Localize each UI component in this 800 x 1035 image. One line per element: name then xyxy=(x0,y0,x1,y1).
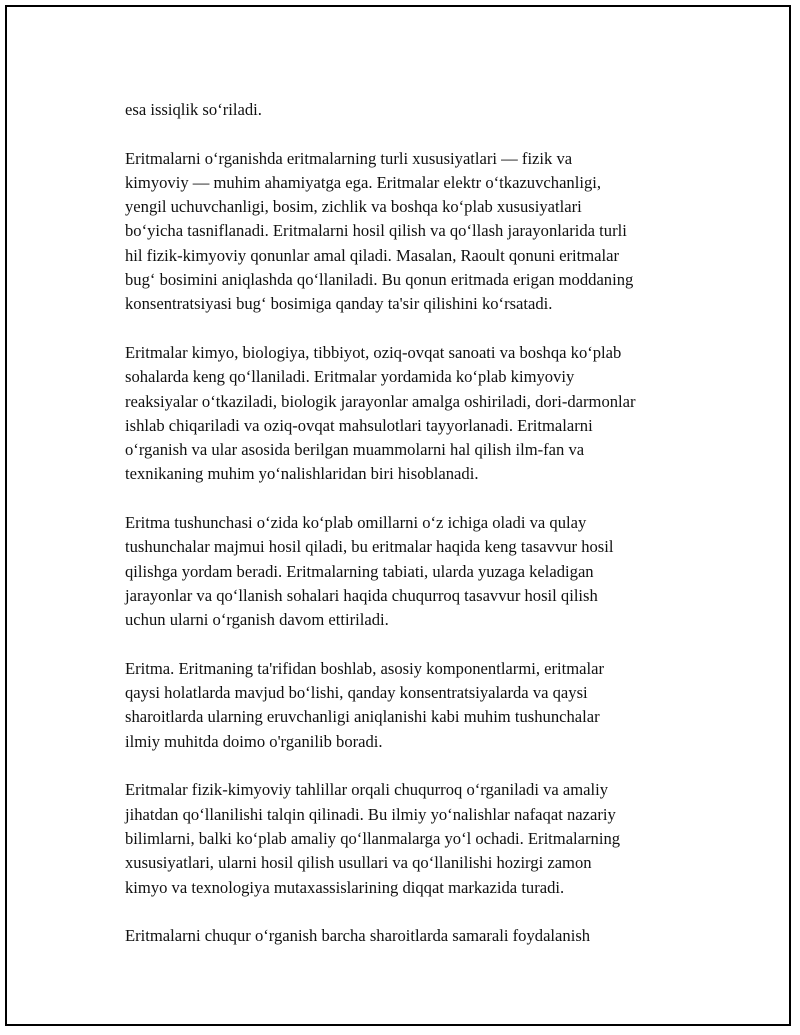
text-line: yengil uchuvchanligi, bosim, zichlik va boshqa ko‘plab xususiyatlari xyxy=(125,197,582,217)
document-body xyxy=(125,98,705,973)
text-line: bilimlarni, balki ko‘plab amaliy qo‘llanmalarga yo‘l ochadi. Eritmalarning xyxy=(125,828,621,848)
text-line: hil fizik-kimyoviy qonunlar amal qiladi. Masalan, Raoult qonuni eritmalar xyxy=(125,245,620,265)
text-line: bug‘ bosimini aniqlashda qo‘llaniladi. Bu qonun eritmada erigan moddaning xyxy=(125,270,634,290)
text-line: ilmiy muhitda doimo o'rganilib boradi. xyxy=(125,731,383,751)
text-line: jarayonlar va qo‘llanish sohalari haqida chuqurroq tasavvur hosil qilish xyxy=(125,585,598,605)
text-line: kimyoviy — muhim ahamiyatga ega. Eritmalar elektr o‘tkazuvchanligi, xyxy=(125,172,602,192)
text-line: konsentratsiyasi bug‘ bosimiga qanday ta'sir qilishini ko‘rsatadi. xyxy=(125,294,553,314)
paragraph-3 xyxy=(125,341,705,487)
text-line: Eritma tushunchasi o‘zida ko‘plab omillarni o‘z ichiga oladi va qulay xyxy=(125,513,587,533)
text-line: uchun ularni o‘rganish davom ettiriladi. xyxy=(125,610,389,630)
text-line: qaysi holatlarda mavjud bo‘lishi, qanday konsentratsiyalarda va qaysi xyxy=(125,683,588,703)
text-line: sohalarda keng qo‘llaniladi. Eritmalar yordamida ko‘plab kimyoviy xyxy=(125,367,575,387)
text-line: esa issiqlik so‘riladi. xyxy=(125,100,262,119)
paragraph-7 xyxy=(125,924,705,948)
text-line: ishlab chiqariladi va oziq-ovqat mahsulotlari tayyorlanadi. Eritmalarni xyxy=(125,415,593,435)
text-line: o‘rganish va ular asosida berilgan muammolarni hal qilish ilm-fan va xyxy=(125,440,585,460)
paragraph-5 xyxy=(125,657,705,754)
paragraph-1 xyxy=(125,98,705,122)
text-line: bo‘yicha tasniflanadi. Eritmalarni hosil qilish va qo‘llash jarayonlarida turli xyxy=(125,221,627,241)
text-line: xususiyatlari, ularni hosil qilish usullari va qo‘llanilishi hozirgi zamon xyxy=(125,853,592,873)
text-line: Eritmalarni o‘rganishda eritmalarning turli xususiyatlari — fizik va xyxy=(125,148,573,168)
text-line: Eritmalarni chuqur o‘rganish barcha sharoitlarda samarali foydalanish xyxy=(125,926,591,946)
text-line: jihatdan qo‘llanilishi talqin qilinadi. Bu ilmiy yo‘nalishlar nafaqat nazariy xyxy=(125,804,616,824)
text-line: sharoitlarda ularning eruvchanligi aniqlanishi kabi muhim tushunchalar xyxy=(125,707,600,727)
text-line: Eritmalar kimyo, biologiya, tibbiyot, oziq-ovqat sanoati va boshqa ko‘plab xyxy=(125,342,622,362)
text-line: qilishga yordam beradi. Eritmalarning tabiati, ularda yuzaga keladigan xyxy=(125,561,594,581)
text-line: kimyo va texnologiya mutaxassislarining diqqat markazida turadi. xyxy=(125,877,565,897)
text-line: texnikaning muhim yo‘nalishlaridan biri hisoblanadi. xyxy=(125,464,479,484)
text-line: Eritmalar fizik-kimyoviy tahlillar orqali chuqurroq o‘rganiladi va amaliy xyxy=(125,780,609,800)
paragraph-4 xyxy=(125,511,705,632)
page-frame xyxy=(5,5,791,1026)
text-line: Eritma. Eritmaning ta'rifidan boshlab, asosiy komponentlarmi, eritmalar xyxy=(125,658,605,678)
text-line: tushunchalar majmui hosil qiladi, bu eritmalar haqida keng tasavvur hosil xyxy=(125,537,614,557)
paragraph-2 xyxy=(125,147,705,317)
text-line: reaksiyalar o‘tkaziladi, biologik jarayonlar amalga oshiriladi, dori-darmonlar xyxy=(125,391,636,411)
paragraph-6 xyxy=(125,778,705,899)
